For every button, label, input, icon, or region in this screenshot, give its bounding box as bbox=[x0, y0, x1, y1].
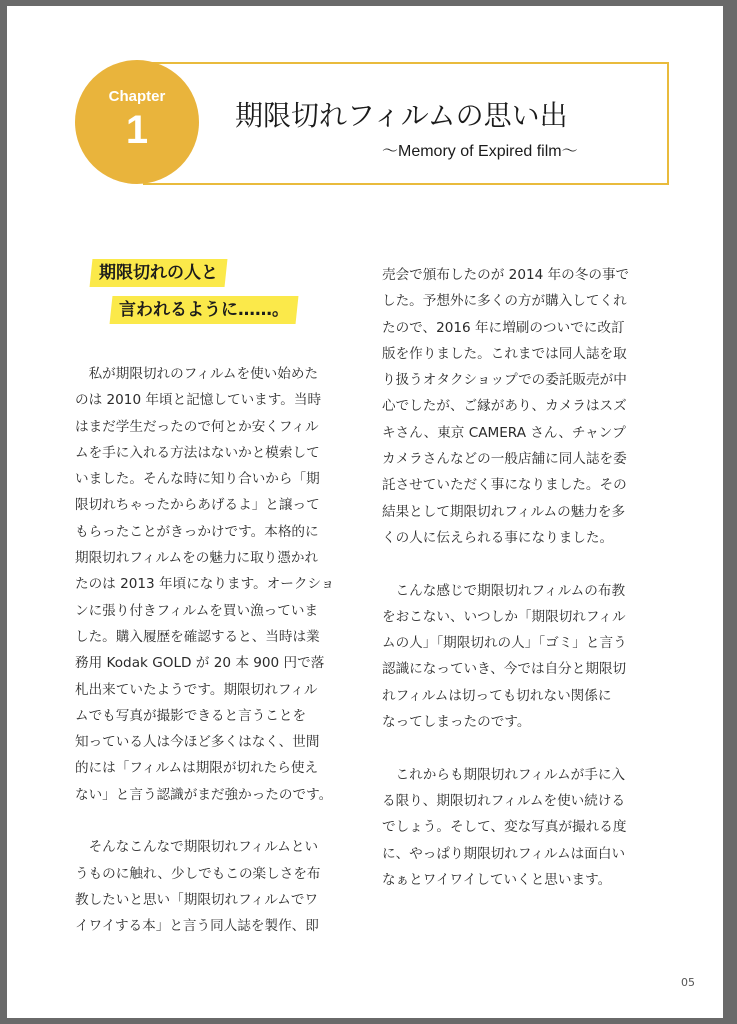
text-line: なってしまったのです。 bbox=[382, 714, 531, 731]
text-line: でしょう。そして、変な写真が撮れる度 bbox=[382, 819, 627, 836]
page bbox=[7, 6, 723, 1018]
text-line: をおこない、いつしか「期限切れフィル bbox=[382, 608, 626, 625]
chapter-title: 期限切れフィルムの思い出 bbox=[235, 99, 568, 132]
text-line: たので、2016 年に増刷のついでに改訂 bbox=[382, 319, 625, 336]
text-line: 結果として期限切れフィルムの魅力を多 bbox=[382, 503, 626, 520]
text-line: ンに張り付きフィルムを買い漁っていま bbox=[75, 602, 319, 619]
text-line: れフィルムは切っても切れない関係に bbox=[382, 687, 612, 704]
text-line: 認識になっていき、今では自分と期限切 bbox=[382, 661, 627, 678]
paragraph-gap bbox=[382, 735, 629, 761]
text-line: 売会で頒布したのが 2014 年の冬の事で bbox=[382, 267, 630, 283]
paragraph-gap bbox=[382, 551, 629, 577]
text-line: ムでも写真が撮影できると言うことを bbox=[75, 707, 307, 724]
text-line: こんな感じで期限切れフィルムの布教 bbox=[382, 582, 626, 599]
section-heading-line-2 bbox=[110, 296, 299, 324]
text-line: した。購入履歴を確認すると、当時は業 bbox=[75, 628, 320, 645]
section-heading-text-2: 言われるように……。 bbox=[119, 300, 289, 320]
text-line: くの人に伝えられる事になりました。 bbox=[382, 529, 614, 546]
section-heading-text-1: 期限切れの人と bbox=[99, 263, 218, 283]
text-line: 期限切れフィルムをの魅力に取り憑かれ bbox=[75, 550, 319, 567]
text-line: なぁとワイワイしていくと思います。 bbox=[382, 871, 612, 888]
right-column bbox=[382, 262, 629, 893]
text-line: カメラさんなどの一般店舗に同人誌を委 bbox=[382, 451, 627, 468]
text-line: うものに触れ、少しでもこの楽しさを布 bbox=[75, 865, 321, 882]
text-line: り扱うオタクショップでの委託販売が中 bbox=[382, 372, 627, 389]
text-line: のは 2010 年頃と記憶しています。当時 bbox=[75, 392, 322, 409]
text-line: 託させていただく事になりました。その bbox=[382, 477, 627, 494]
text-line: キさん、東京 CAMERA さん、チャンプ bbox=[382, 424, 626, 441]
left-column bbox=[75, 361, 334, 940]
section-heading-line-1 bbox=[90, 259, 228, 287]
text-line: 的には「フィルムは期限が切れたら使え bbox=[75, 760, 319, 777]
text-line: いました。そんな時に知り合いから「期 bbox=[75, 471, 320, 488]
text-line: はまだ学生だったので何とか安くフィル bbox=[75, 418, 319, 435]
text-line: 限切れちゃったからあげるよ」と譲って bbox=[75, 497, 320, 514]
chapter-label: Chapter bbox=[108, 88, 166, 105]
text-line: る限り、期限切れフィルムを使い続ける bbox=[382, 792, 626, 809]
text-line: 知っている人は今ほど多くはなく、世間 bbox=[75, 734, 320, 751]
text-line: した。予想外に多くの方が購入してくれ bbox=[382, 293, 627, 310]
text-line: たのは 2013 年頃になります。オークショ bbox=[75, 576, 335, 593]
text-line: ムを手に入れる方法はないかと模索して bbox=[75, 444, 320, 461]
text-line: これからも期限切れフィルムが手に入 bbox=[382, 766, 626, 783]
text-line: 札出来ていたようです。期限切れフィル bbox=[75, 681, 318, 698]
text-line: 版を作りました。これまでは同人誌を取 bbox=[382, 345, 627, 362]
text-line: に、やっぱり期限切れフィルムは面白い bbox=[382, 845, 626, 862]
text-line: イワイする本」と言う同人誌を製作、即 bbox=[75, 918, 319, 935]
text-line: 教したいと思い「期限切れフィルムでワ bbox=[75, 891, 319, 908]
text-line: ムの人」「期限切れの人」「ゴミ」と言う bbox=[382, 635, 627, 652]
text-line: そんなこんなで期限切れフィルムとい bbox=[75, 839, 319, 856]
page-number: 05 bbox=[681, 976, 695, 989]
text-line: 務用 Kodak GOLD が 20 本 900 円で落 bbox=[75, 655, 325, 672]
text-line: もらったことがきっかけです。本格的に bbox=[75, 523, 319, 540]
chapter-badge bbox=[75, 60, 199, 184]
text-line: 心でしたが、ご縁があり、カメラはスズ bbox=[382, 398, 627, 415]
chapter-number: 1 bbox=[125, 108, 149, 152]
text-line: 私が期限切れのフィルムを使い始めた bbox=[75, 366, 319, 382]
text-line: ない」と言う認識がまだ強かったのです。 bbox=[75, 786, 333, 803]
paragraph-gap bbox=[75, 808, 334, 834]
chapter-subtitle: 〜Memory of Expired film〜 bbox=[382, 143, 578, 160]
